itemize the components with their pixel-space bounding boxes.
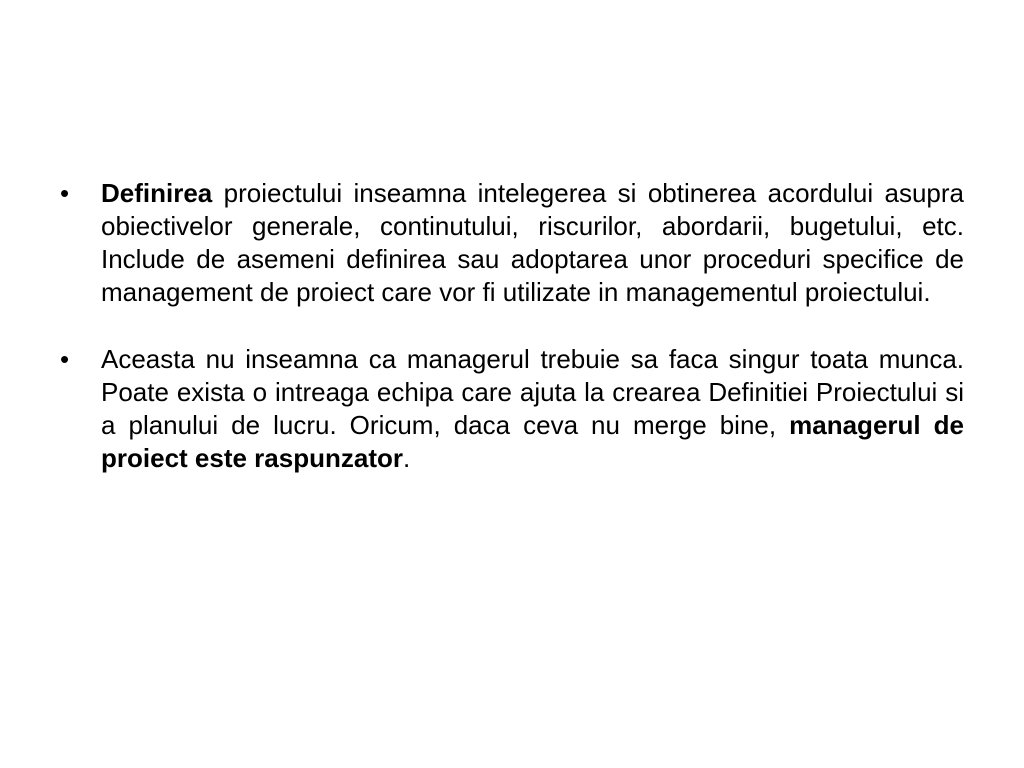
paragraph-text: proiectului inseamna intelegerea si obtinerea acordului asupra obiectivelor generale, continutului, riscurilor, abordarii, bugetului, etc. Include de asemeni definirea sau adoptarea unor proceduri specifice de management de proiect care vor fi utilizate in managementul proiectului. xyxy=(101,178,964,307)
paragraph-end: . xyxy=(402,443,411,473)
bold-term: Definirea xyxy=(101,178,213,208)
bullet-icon: • xyxy=(60,344,70,374)
bullet-text xyxy=(101,344,964,473)
bullet-item-responsibility xyxy=(60,343,964,475)
bullet-text xyxy=(101,178,964,307)
bold-emphasis: managerul de proiect este raspunzator xyxy=(101,410,964,473)
bullet-icon: • xyxy=(60,178,70,208)
bullet-list xyxy=(60,177,964,509)
bullet-item-definition xyxy=(60,177,964,309)
paragraph-text: Aceasta nu inseamna ca managerul trebuie sa faca singur toata munca. Poate exista o intreaga echipa care ajuta la crearea Definitiei Proiectului si a planului de lucru. Oricum, daca ceva nu merge bine, xyxy=(101,344,964,440)
